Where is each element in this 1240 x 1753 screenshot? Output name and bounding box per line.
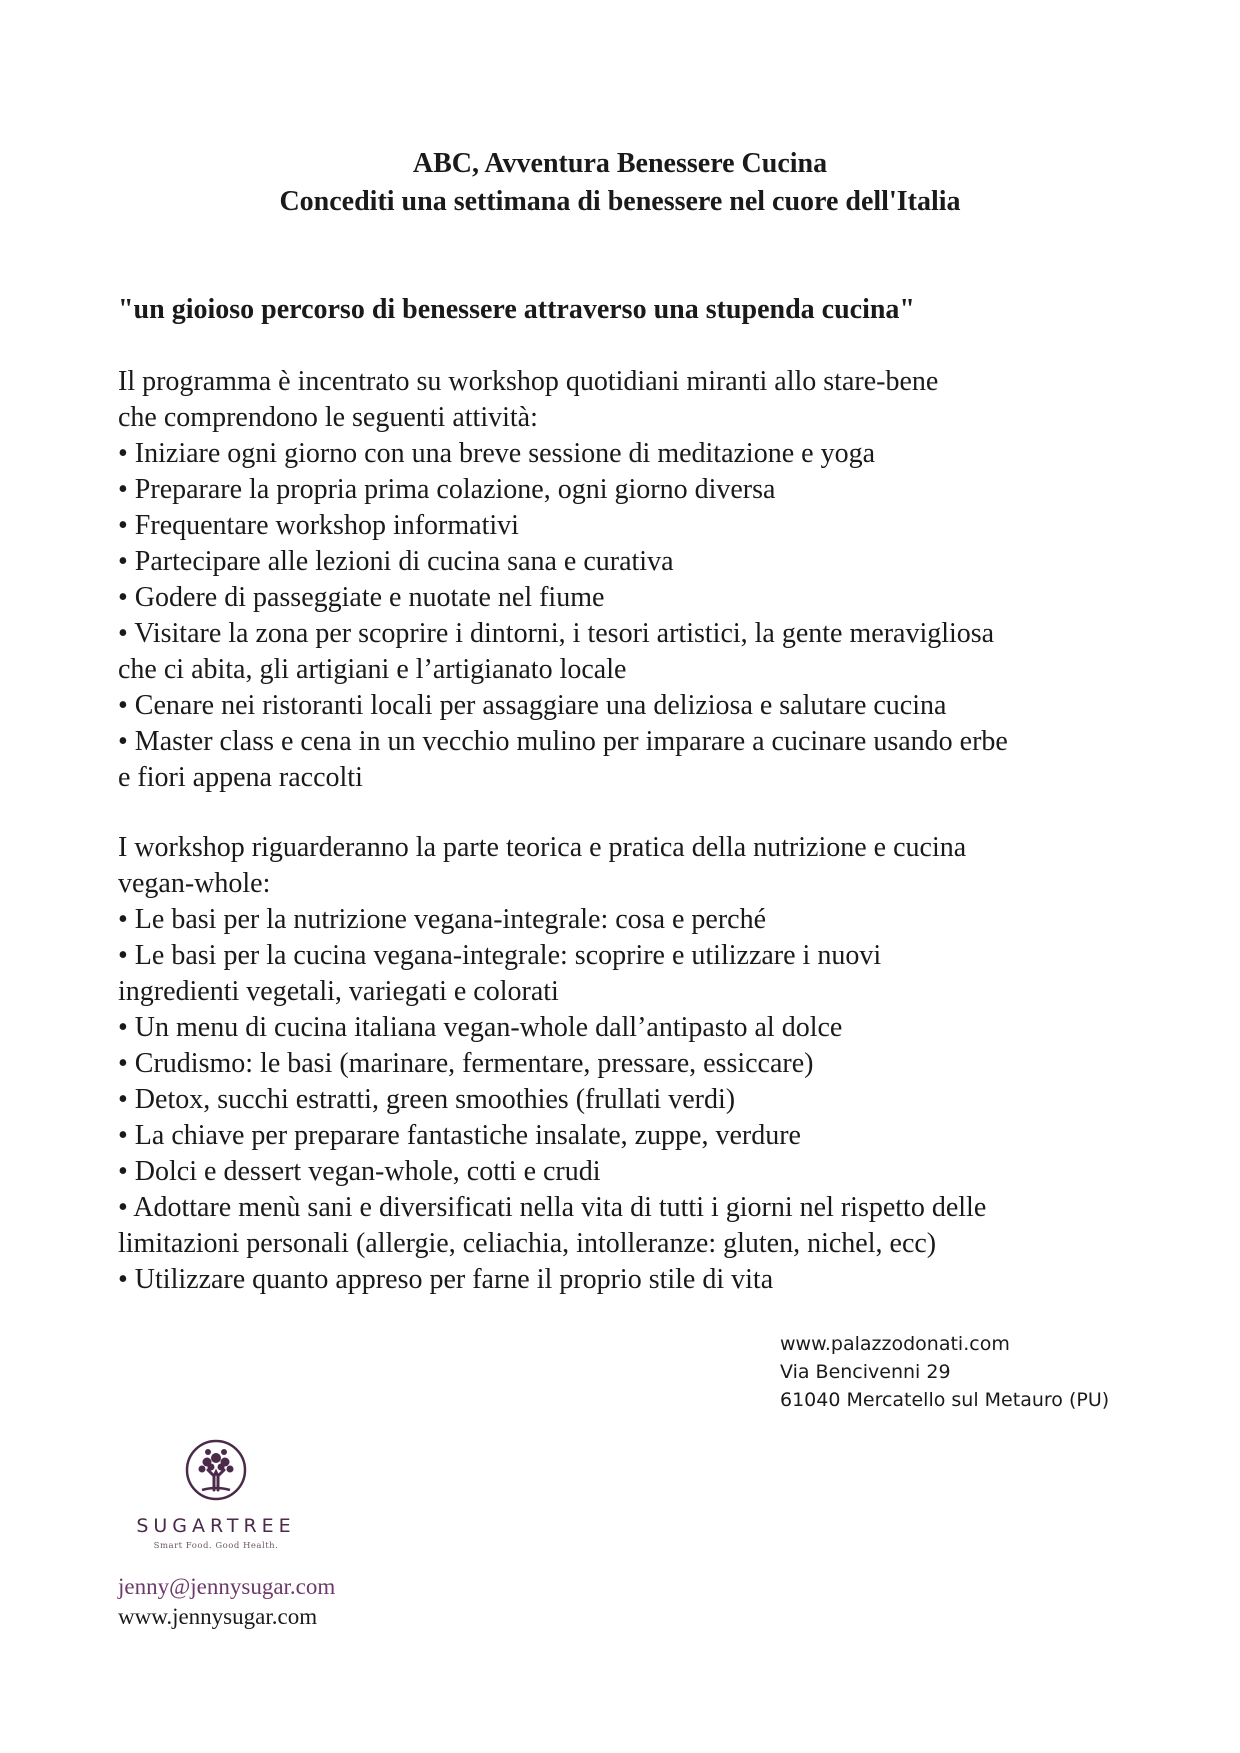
- list-item: • Un menu di cucina italiana vegan-whole dall’antipasto al dolce: [118, 1012, 843, 1043]
- list-item: • Master class e cena in un vecchio mulino per imparare a cucinare usando erbe: [118, 726, 1008, 757]
- list-item: • Visitare la zona per scoprire i dintorni, i tesori artistici, la gente meravigliosa: [118, 618, 995, 649]
- sugartree-logo: [130, 1438, 302, 1551]
- list-item: ingredienti vegetali, variegati e colorati: [118, 976, 559, 1007]
- list-item: • Utilizzare quanto appreso per farne il proprio stile di vita: [118, 1264, 774, 1295]
- tagline-quote: "un gioioso percorso di benessere attraverso una stupenda cucina": [118, 294, 915, 325]
- list-item: • La chiave per preparare fantastiche insalate, zuppe, verdure: [118, 1120, 801, 1151]
- program-intro: Il programma è incentrato su workshop quotidiani miranti allo stare-bene: [118, 366, 939, 397]
- author-website-link[interactable]: www.jennysugar.com: [118, 1604, 318, 1629]
- program-section: [118, 364, 1138, 796]
- contact-city: 61040 Mercatello sul Metauro (PU): [780, 1389, 1110, 1411]
- tree-icon: [184, 1438, 248, 1502]
- list-item: • Le basi per la nutrizione vegana-integrale: cosa e perché: [118, 904, 767, 935]
- author-email-link[interactable]: jenny@jennysugar.com: [118, 1574, 336, 1599]
- list-item: • Cenare nei ristoranti locali per assaggiare una deliziosa e salutare cucina: [118, 690, 947, 721]
- contact-website-link[interactable]: www.palazzodonati.com: [780, 1333, 1010, 1355]
- list-item: • Preparare la propria prima colazione, ogni giorno diversa: [118, 474, 776, 505]
- workshops-intro: I workshop riguarderanno la parte teorica e pratica della nutrizione e cucina: [118, 832, 967, 863]
- page-title: ABC, Avventura Benessere Cucina: [412, 148, 828, 179]
- workshops-section: [118, 830, 1138, 1298]
- list-item: e fiori appena raccolti: [118, 762, 363, 793]
- list-item: • Adottare menù sani e diversificati nella vita di tutti i giorni nel rispetto delle: [118, 1192, 987, 1223]
- program-intro: che comprendono le seguenti attività:: [118, 402, 538, 433]
- list-item: • Detox, succhi estratti, green smoothies (frullati verdi): [118, 1084, 736, 1115]
- list-item: limitazioni personali (allergie, celiachia, intolleranze: gluten, nichel, ecc): [118, 1228, 937, 1259]
- list-item: • Le basi per la cucina vegana-integrale: scoprire e utilizzare i nuovi: [118, 940, 882, 971]
- author-contact: [118, 1572, 335, 1632]
- list-item: • Frequentare workshop informativi: [118, 510, 519, 541]
- list-item: • Godere di passeggiate e nuotate nel fiume: [118, 582, 605, 613]
- list-item: che ci abita, gli artigiani e l’artigianato locale: [118, 654, 627, 685]
- workshops-intro: vegan-whole:: [118, 868, 271, 899]
- page-subtitle: Concediti una settimana di benessere nel cuore dell'Italia: [279, 186, 961, 217]
- list-item: • Partecipare alle lezioni di cucina sana e curativa: [118, 546, 674, 577]
- contact-street: Via Bencivenni 29: [780, 1361, 951, 1383]
- logo-tagline: Smart Food. Good Health.: [153, 1541, 279, 1551]
- list-item: • Dolci e dessert vegan-whole, cotti e crudi: [118, 1156, 601, 1187]
- logo-name: SUGARTREE: [136, 1515, 296, 1537]
- list-item: • Crudismo: le basi (marinare, fermentare, pressare, essiccare): [118, 1048, 814, 1079]
- contact-block: [780, 1330, 1109, 1414]
- list-item: • Iniziare ogni giorno con una breve sessione di meditazione e yoga: [118, 438, 875, 469]
